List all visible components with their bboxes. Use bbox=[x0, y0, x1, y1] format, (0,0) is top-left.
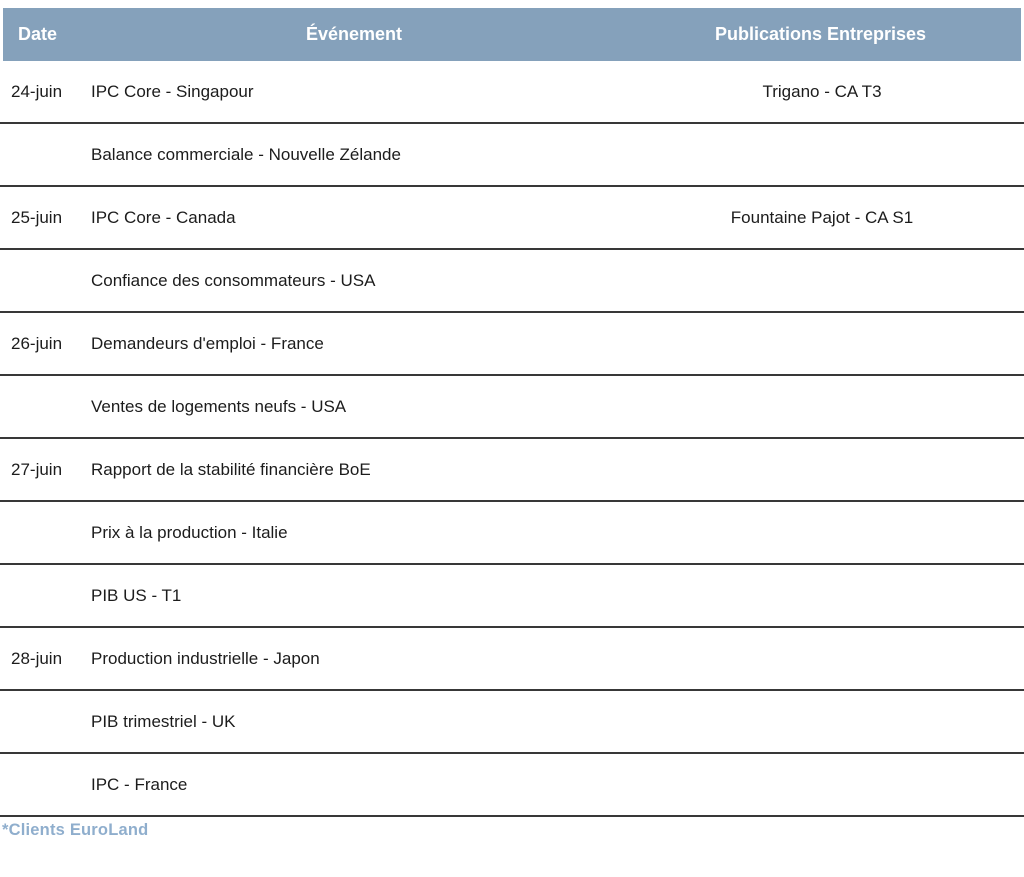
table-body bbox=[0, 61, 1024, 817]
event-cell: IPC - France bbox=[91, 774, 188, 794]
table-row bbox=[0, 376, 1024, 439]
column-header-publications: Publications Entreprises bbox=[714, 24, 927, 44]
column-header-date: Date bbox=[18, 24, 58, 44]
table-row bbox=[0, 439, 1024, 502]
table-row bbox=[0, 313, 1024, 376]
table-row bbox=[0, 124, 1024, 187]
event-cell: Confiance des consommateurs - USA bbox=[91, 270, 376, 290]
economic-calendar-table bbox=[0, 8, 1024, 840]
table-row bbox=[0, 628, 1024, 691]
table-row bbox=[0, 250, 1024, 313]
publication-cell: Trigano - CA T3 bbox=[762, 81, 882, 101]
table-row bbox=[0, 691, 1024, 754]
table-row bbox=[0, 754, 1024, 817]
date-cell: 25-juin bbox=[11, 207, 63, 227]
event-cell: IPC Core - Canada bbox=[91, 207, 236, 227]
event-cell: Balance commerciale - Nouvelle Zélande bbox=[91, 144, 401, 164]
event-cell: Prix à la production - Italie bbox=[91, 522, 288, 542]
publication-cell: Fountaine Pajot - CA S1 bbox=[730, 207, 914, 227]
date-cell: 27-juin bbox=[11, 459, 63, 479]
event-cell: PIB US - T1 bbox=[91, 585, 182, 605]
event-cell: Rapport de la stabilité financière BoE bbox=[91, 459, 371, 479]
table-row bbox=[0, 502, 1024, 565]
table-row bbox=[0, 187, 1024, 250]
date-cell: 26-juin bbox=[11, 333, 63, 353]
date-cell: 28-juin bbox=[11, 648, 63, 668]
date-cell: 24-juin bbox=[11, 81, 63, 101]
column-header-event: Événement bbox=[305, 24, 403, 44]
event-cell: PIB trimestriel - UK bbox=[91, 711, 236, 731]
table-row bbox=[0, 61, 1024, 124]
event-cell: IPC Core - Singapour bbox=[91, 81, 254, 101]
event-cell: Production industrielle - Japon bbox=[91, 648, 320, 668]
table-header-row bbox=[3, 8, 1021, 61]
table-row bbox=[0, 565, 1024, 628]
footnote-clients-euroland: *Clients EuroLand bbox=[2, 821, 149, 839]
event-cell: Demandeurs d'emploi - France bbox=[91, 333, 324, 353]
event-cell: Ventes de logements neufs - USA bbox=[91, 396, 347, 416]
